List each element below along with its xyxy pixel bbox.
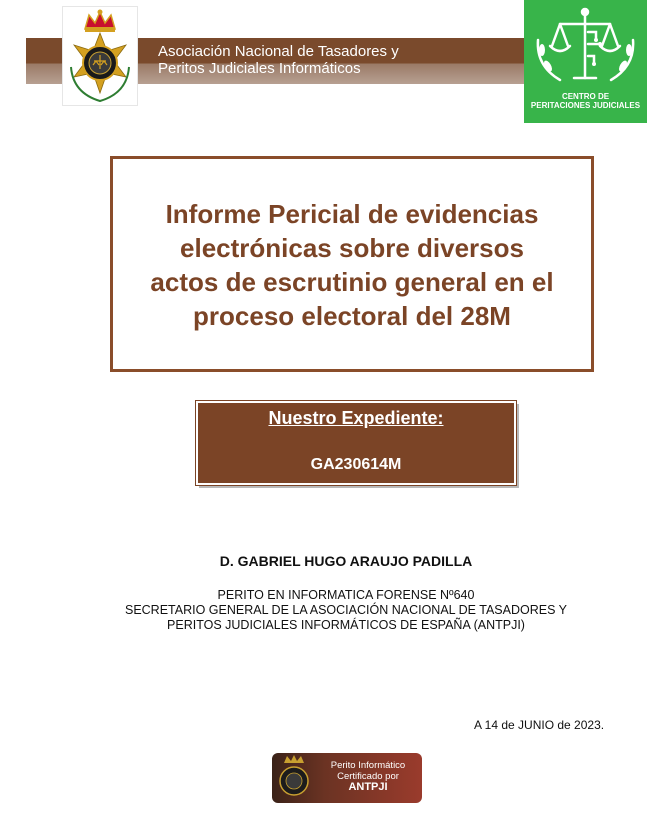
report-title-line1: Informe Pericial de evidencias bbox=[165, 199, 539, 229]
report-title-line2: electrónicas sobre diversos bbox=[180, 233, 524, 263]
report-title-line4: proceso electoral del 28M bbox=[193, 301, 511, 331]
organization-name bbox=[158, 43, 399, 77]
author-role-line3: PERITOS JUDICIALES INFORMÁTICOS DE ESPAÑA (ANTPJI) bbox=[167, 618, 525, 632]
green-logo-line1: CENTRO DE bbox=[561, 92, 610, 101]
royal-crown-seal-icon bbox=[63, 7, 137, 105]
badge-line3: ANTPJI bbox=[348, 781, 388, 793]
organization-name-line2: Peritos Judiciales Informáticos bbox=[158, 60, 361, 77]
badge-line1: Perito Informático bbox=[330, 760, 406, 771]
report-date: A 14 de JUNIO de 2023. bbox=[474, 718, 605, 732]
green-logo-line2: PERITACIONES JUDICIALES bbox=[530, 101, 641, 110]
report-title-line3: actos de escrutinio general en el bbox=[150, 267, 554, 297]
badge-line2: Certificado por bbox=[337, 771, 399, 782]
scales-of-justice-circuit-icon bbox=[524, 0, 647, 92]
author-name: D. GABRIEL HUGO ARAUJO PADILLA bbox=[219, 553, 473, 569]
expediente-number: GA230614M bbox=[310, 456, 402, 473]
organization-name-line1: Asociación Nacional de Tasadores y bbox=[158, 43, 399, 60]
author-role-line2: SECRETARIO GENERAL DE LA ASOCIACIÓN NACIONAL DE TASADORES Y bbox=[124, 603, 568, 617]
author-role-line1: PERITO EN INFORMATICA FORENSE Nº640 bbox=[217, 588, 475, 602]
antpji-seal-logo bbox=[62, 6, 138, 106]
author-roles bbox=[0, 588, 647, 633]
expediente-label: Nuestro Expediente: bbox=[268, 408, 444, 428]
centro-peritaciones-text bbox=[524, 92, 647, 110]
badge-seal-icon bbox=[272, 753, 316, 803]
report-title bbox=[118, 197, 586, 333]
certified-badge-text bbox=[316, 760, 420, 793]
